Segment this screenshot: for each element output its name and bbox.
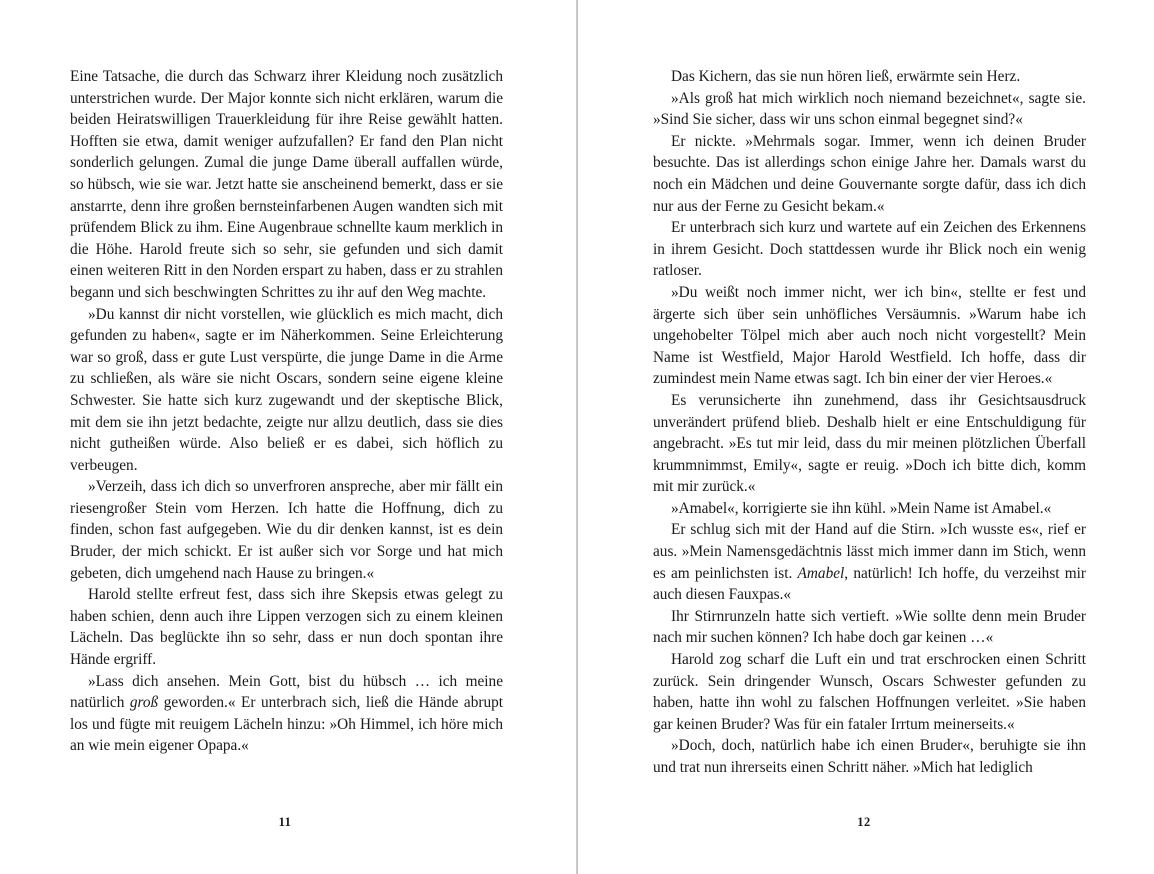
text-run: Er schlug sich mit der Hand auf die Stirn. »Ich wusste es«, rief er aus. »Mein Namensgedächtnis lässt mich immer dann im Stich, wenn es am peinlichsten ist. [653, 521, 1086, 582]
text-run: , natürlich! Ich hoffe, du verzeihst mir auch diesen Fauxpas.« [653, 564, 1087, 604]
text-run: Harold zog scharf die Luft ein und trat erschrocken einen Schritt zurück. Sein dringender Wunsch, Oscars Schwester gefunden zu haben, hatte ihn wohl zu falschen Hoffnungen verleitet. »Sie haben gar keinen Bruder? Was für ein fataler Irrtum meinerseits.« [653, 651, 1086, 733]
right-page [578, 0, 1154, 874]
paragraph [653, 131, 1086, 217]
text-run: Eine Tatsache, die durch das Schwarz ihrer Kleidung noch zusätzlich unterstrichen wurde. Der Major konnte sich nicht erklären, warum die beiden Heiratswilligen Trauerkleidung für ihre Reise gewählt hatten. Hofften sie etwa, damit weniger aufzufallen? Er fand den Plan nicht sonderlich gelungen. Zumal die junge Dame überall auffallen würde, so hübsch, wie sie war. Jetzt hatte sie anscheinend bemerkt, dass er sie anstarrte, denn ihre großen bernsteinfarbenen Augen wandten sich mit prüfendem Blick zu ihm. Eine Augenbraue schnellte kaum merklich in die Höhe. Harold freute sich so sehr, sie gefunden und sich damit einen weiteren Ritt in den Norden erspart zu haben, dass er zu strahlen begann und sich beschwingten Schrittes zu ihr auf den Weg machte. [70, 68, 503, 301]
left-page-number: 11 [278, 815, 292, 829]
text-run: »Verzeih, dass ich dich so unverfroren anspreche, aber mir fällt ein riesengroßer Stein vom Herzen. Ich hatte die Hoffnung, dich zu finden, schon fast aufgegeben. Wie du dir denken kannst, ist es dein Bruder, der mich schickt. Er ist außer sich vor Sorge und hat mich gebeten, dich umgehend nach Hause zu bringen.« [70, 478, 503, 582]
paragraph [70, 584, 503, 670]
text-run: Er nickte. »Mehrmals sogar. Immer, wenn ich deinen Bruder besuchte. Das ist allerdings schon einige Jahre her. Damals warst du noch ein Mädchen und deine Gouvernante sorgte dafür, dass ich dich nur aus der Ferne zu Gesicht bekam.« [653, 132, 1086, 215]
text-run: geworden.« Er unterbrach sich, ließ die Hände abrupt los und fügte mit reuigem Lächeln hinzu: »Oh Himmel, ich höre mich an wie mein eigener Opapa.« [70, 694, 503, 755]
right-page-number: 12 [857, 815, 871, 829]
paragraph [70, 66, 503, 304]
paragraph [653, 88, 1086, 131]
text-run: Ihr Stirnrunzeln hatte sich vertieft. »Wie sollte denn mein Bruder nach mir suchen können? Ich habe doch gar keinen …« [653, 607, 1086, 647]
paragraph [653, 735, 1086, 778]
paragraph [70, 671, 503, 757]
left-page [0, 0, 576, 874]
paragraph [653, 498, 1086, 520]
paragraph [653, 390, 1086, 498]
paragraph [70, 476, 503, 584]
text-run: »Als groß hat mich wirklich noch niemand bezeichnet«, sagte sie. »Sind Sie sicher, dass wir uns schon einmal begegnet sind?« [653, 89, 1086, 129]
paragraph [653, 217, 1086, 282]
text-run: Es verunsicherte ihn zunehmend, dass ihr Gesichtsausdruck unverändert prüfend blieb. Deshalb hielt er eine Entschuldigung für angebracht. »Es tut mir leid, dass du mir meinen plötzlichen Überfall krummnimmst, Emily«, sagte er reuig. »Doch ich bitte dich, komm mit mir zurück.« [653, 391, 1086, 496]
text-run: »Du kannst dir nicht vorstellen, wie glücklich es mich macht, dich gefunden zu haben«, sagte er im Näherkommen. Seine Erleichterung war so groß, dass er gute Lust verspürte, die junge Dame in die Arme zu schließen, als wäre sie nicht Oscars, sondern seine eigene kleine Schwester. Sie hatte sich kurz zugewandt und der skeptische Blick, mit dem sie ihn jetzt bedachte, zeigte nur allzu deutlich, dass sie dies nicht gutheißen würde. Also beließ er es dabei, sich höflich zu verbeugen. [70, 305, 503, 474]
paragraph [653, 606, 1086, 649]
emphasized-text: Amabel [797, 564, 845, 582]
text-run: Das Kichern, das sie nun hören ließ, erwärmte sein Herz. [671, 68, 1021, 85]
paragraph [653, 649, 1086, 735]
paragraph [653, 519, 1086, 605]
text-run: »Amabel«, korrigierte sie ihn kühl. »Mein Name ist Amabel.« [671, 499, 1052, 517]
text-run: »Doch, doch, natürlich habe ich einen Bruder«, beruhigte sie ihn und trat nun ihrerseits einen Schritt näher. »Mich hat lediglich [653, 737, 1086, 776]
left-page-text [70, 66, 503, 757]
right-page-text [653, 66, 1086, 779]
paragraph [653, 66, 1086, 88]
paragraph [653, 282, 1086, 390]
paragraph [70, 304, 503, 477]
text-run: Er unterbrach sich kurz und wartete auf ein Zeichen des Erkennens in ihrem Gesicht. Doch stattdessen wurde ihr Blick noch ein wenig ratloser. [653, 219, 1086, 280]
emphasized-text: groß [129, 694, 159, 712]
text-run: »Du weißt noch immer nicht, wer ich bin«, stellte er fest und ärgerte sich über sein unhöfliches Versäumnis. »Warum habe ich ungehobelter Tölpel mich aber auch noch nicht vorgestellt? Mein Name ist Westfield, Major Harold Westfield. Ich hoffe, dass dir zumindest mein Name etwas sagt. Ich bin einer der vier Heroes.« [653, 283, 1086, 388]
text-run: Harold stellte erfreut fest, dass sich ihre Skepsis etwas gelegt zu haben schien, denn auch ihre Lippen verzogen sich zu einem kleinen Lächeln. Das beglückte ihn so sehr, dass er nun doch spontan ihre Hände ergriff. [70, 586, 503, 669]
text-run: »Lass dich ansehen. Mein Gott, bist du hübsch … ich meine natürlich [70, 672, 503, 712]
